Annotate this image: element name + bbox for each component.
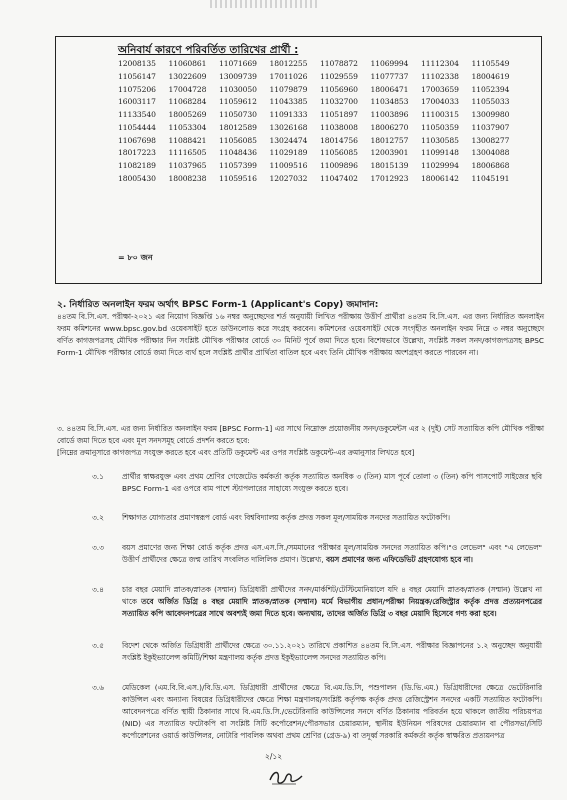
item-3-6: মেডিকেল (এম.বি.বি.এস.)/বি.ডি.এস. ডিগ্রিধারী প্রার্থীদের ক্ষেত্রে বি.এম.ডি.সি, পশুপালন (ডি.ভি.এম.) ডিগ্রিধারীদের ক্ষেত্রে ভেটেরিনারি কাউন্সিল এবং অন্যান্য বিষয়ের ডিগ্রিধারীদের ক্ষেত্রে শিক্ষা মন্ত্রণালয়/সংশ্লিষ্ট কর্তৃপক্ষ কর্তৃক প্রদত্ত রেজিস্ট্রেশন সনদের একটি সত্যায়িত ফটোকপি। আবেদনপত্রে বর্ণিত স্থায়ী ঠিকানার সাথে বি.এম.ডি.সি./ভেটেরিনারি কাউন্সিলের সনদে বর্ণিত ঠিকানায় পরিবর্তন হয়ে থাকলে জাতীয় পরিচয়পত্র (NID) এর সত্যায়িত ফটোকপি বা সংশ্লিষ্ট সিটি কর্পোরেশন/পৌরসভার চেয়ারম্যান, স্থানীয় ইউনিয়ন পরিষদের চেয়ারম্যান বা পৌরসভা/সিটি কর্পোরেশনের ওয়ার্ড কাউন্সিলর, নোটারি পাবলিক অথবা প্রথম শ্রেণির (গ্রেড-৯) বা তদূর্ধ্ব সরকারি কর্মকর্তা কর্তৃক স্বাক্ষরিত প্রত্যয়নপত্র [122, 683, 542, 740]
roll-number: 11029994 [421, 161, 459, 171]
scan-artifact [210, 0, 320, 8]
item-number: ৩.৬ [92, 683, 104, 692]
roll-number: 13004088 [471, 148, 510, 158]
box-title: অনিবার্য কারণে পরিবর্তিত তারিখের প্রার্থী : [118, 44, 299, 56]
roll-number: 11009896 [320, 161, 358, 171]
roll-number: 11056960 [320, 84, 358, 94]
roll-number: 12003901 [370, 148, 409, 158]
roll-number: 13026168 [269, 122, 308, 132]
roll-number: 11052394 [471, 84, 510, 94]
roll-number: 12027032 [269, 174, 308, 184]
changed-date-candidates-box [55, 36, 542, 284]
roll-number: 17003659 [421, 84, 459, 94]
roll-number: 11116505 [168, 148, 207, 158]
roll-number-grid [118, 59, 522, 185]
roll-number: 11043385 [269, 97, 308, 107]
item-3-3 [122, 542, 542, 566]
roll-number: 11055033 [471, 97, 510, 107]
roll-number: 17011026 [269, 71, 308, 81]
page-number: ২/১২ [265, 752, 283, 761]
roll-number: 18012757 [370, 135, 409, 145]
roll-number: 17004728 [168, 84, 207, 94]
roll-number: 18006270 [370, 122, 409, 132]
item-3-4 [122, 584, 542, 620]
roll-number: 16003117 [118, 97, 156, 107]
signature-mark [266, 766, 306, 788]
roll-number: 11060861 [168, 59, 207, 68]
section-3-intro [57, 423, 544, 459]
roll-number: 11047402 [320, 174, 358, 184]
roll-number: 11032700 [320, 97, 358, 107]
roll-number: 11056147 [118, 71, 156, 81]
roll-number: 11077737 [370, 71, 409, 81]
item-3-5: বিদেশ থেকে অর্জিত ডিগ্রিধারী প্রার্থীদের ক্ষেত্রে ৩০.১১.২০২১ তারিখে প্রকাশিত ৪৪তম বি.সি.এস. পরীক্ষার বিজ্ঞাপনের ১.২ অনুচ্ছেদ অনুযায়ী সংশ্লিষ্ট ইকুইভ্যালেন্স কমিটি/শিক্ষা মন্ত্রণালয় কর্তৃক প্রদত্ত ইকুইভ্যালেন্স সনদের সত্যায়িত কপি। [122, 641, 542, 662]
item-3-1: প্রার্থীর স্বাক্ষরযুক্ত এবং প্রথম শ্রেণির গেজেটেড কর্মকর্তা কর্তৃক সত্যায়িত অনধিক ৩ (তিন) মাস পূর্বে তোলা ৩ (তিন) কপি পাসপোর্ট সাইজের ছবি BPSC Form-1 এর ওপরে বাম পাশে স্ট্যাপলারের সাহায্যে সংযুক্ত করতে হবে। [122, 472, 542, 493]
item-number: ৩.২ [92, 513, 104, 522]
roll-number: 11050359 [421, 122, 459, 132]
roll-number: 11037907 [471, 122, 510, 132]
item-number: ৩.১ [92, 472, 104, 481]
roll-number: 13009739 [219, 71, 257, 81]
roll-number: 13008277 [471, 135, 510, 145]
roll-number: 11112304 [421, 59, 459, 68]
roll-number: 11045191 [471, 174, 510, 184]
roll-number: 11067698 [118, 135, 156, 145]
roll-number: 11003896 [370, 110, 409, 120]
roll-number: 13009980 [471, 110, 510, 120]
roll-number: 11059612 [219, 97, 257, 107]
roll-number: 18005430 [118, 174, 156, 184]
roll-number: 13024474 [269, 135, 308, 145]
roll-number: 18017223 [118, 148, 156, 158]
roll-number: 11078872 [320, 59, 358, 68]
section-2-paragraph: ৪৪তম বি.সি.এস. পরীক্ষা-২০২১ এর নিয়োগ বিজ্ঞপ্তি ১৬ নম্বর অনুচ্ছেদের শর্ত অনুযায়ী লিখিত পরীক্ষায় উত্তীর্ণ প্রার্থীরা ৪৪তম বি.সি.এস. এর জন্য নির্ধারিত অনলাইন ফরম কমিশনের www.bpsc.gov.bd ওয়েবসাইট হতে ডাউনলোড করে সংগ্রহ করবেন। কমিশনের ওয়েবসাইট থেকে সংগৃহীত অনলাইন ফরম নিম্নে ৩ নম্বর অনুচ্ছেদে বর্ণিত কাগজপত্রসহ মৌখিক পরীক্ষার দিন সংশ্লিষ্ট মৌখিক পরীক্ষার বোর্ডে ৩০ মিনিট পূর্বে জমা দিতে হবে। বিশেষভাবে উল্লেখ্য, সংশ্লিষ্ট সকল সনদ/কাগজপত্রসহ BPSC Form-1 মৌখিক পরীক্ষার বোর্ডে জমা দিতে ব্যর্থ হলে সংশ্লিষ্ট প্রার্থীর প্রার্থিতা বাতিল হবে এবং তিনি মৌখিক পরীক্ষায় অংশগ্রহণ করতে পারবেন না। [57, 312, 544, 357]
roll-number: 17012923 [370, 174, 409, 184]
roll-number: 11037965 [168, 161, 207, 171]
roll-number: 11133540 [118, 110, 156, 120]
section-2-heading: ২. নির্ধারিত অনলাইন ফরম অর্থাৎ BPSC Form-1 (Applicant's Copy) জমাদান: [57, 300, 379, 310]
roll-number: 18015139 [370, 161, 409, 171]
item-3-3-bold: বয়স প্রমাণের জন্য এফিডেভিট গ্রহণযোগ্য হবে না। [325, 554, 473, 564]
roll-number: 11102338 [421, 71, 459, 81]
roll-number: 11030585 [421, 135, 459, 145]
roll-number: 18008238 [168, 174, 207, 184]
roll-number: 11051897 [320, 110, 358, 120]
roll-number: 11071669 [219, 59, 257, 68]
roll-number: 11091333 [269, 110, 308, 120]
section-3-note: [নিম্নের ক্রমানুসারে কাগজপত্র সংযুক্ত করতে হবে এবং প্রতিটি ডকুমেন্ট এর ওপর সংশ্লিষ্ট ডকুমেন্ট-এর ক্রমানুসার লিখতে হবে] [57, 447, 415, 457]
roll-number: 11105549 [471, 59, 510, 68]
item-number: ৩.৫ [92, 641, 104, 650]
roll-number: 18006868 [471, 161, 510, 171]
roll-number: 11048436 [219, 148, 257, 158]
roll-number: 11075206 [118, 84, 156, 94]
item-3-2: শিক্ষাগত যোগ্যতার প্রমাণস্বরূপ বোর্ড এবং বিশ্ববিদ্যালয় কর্তৃক প্রদত্ত সকল মূল/সাময়িক সনদের সত্যায়িত ফটোকপি। [122, 513, 450, 522]
section-3-intro-text: ৩. ৪৪তম বি.সি.এস. এর জন্য নির্ধারিত অনলাইন ফরম [BPSC Form-1] এর সাথে নিম্নোক্ত প্রয়োজনীয় সনদ/ডকুমেন্টস এর ২ (দুই) সেট সত্যায়িত কপি মৌখিক পরীক্ষা বোর্ডে জমা দিতে হবে এবং মূল সনদসমূহ বোর্ডে প্রদর্শন করতে হবে: [57, 424, 544, 445]
roll-number: 18006471 [370, 84, 409, 94]
roll-number: 11029189 [269, 148, 308, 158]
roll-number: 18004619 [471, 71, 510, 81]
roll-number: 12008135 [118, 59, 156, 68]
roll-number: 18005269 [168, 110, 207, 120]
roll-number: 11056085 [320, 148, 358, 158]
roll-number: 11079879 [269, 84, 308, 94]
roll-number: 18006142 [421, 174, 459, 184]
item-3-4-bold: তবে অর্জিত ডিগ্রি ৪ বছর মেয়াদি স্নাতক/স্নাতক (সম্মান) মর্মে বিভাগীয় প্রধান/পরীক্ষা নিয়ন্ত্রক/রেজিস্ট্রার কর্তৃক প্রদত্ত প্রত্যয়নপত্রের সত্যায়িত কপি আবেদনপত্রের সাথে অবশ্যই জমা দিতে হবে। অন্যথায়, তাদের অর্জিত ডিগ্রি ৩ বছর মেয়াদি হিসেবে গণ্য করা হবে। [122, 596, 542, 618]
roll-number: 11068284 [168, 97, 207, 107]
roll-number: 11030050 [219, 84, 257, 94]
roll-number: 18012255 [269, 59, 308, 68]
item-number: ৩.৩ [92, 543, 104, 552]
roll-number: 11059516 [219, 174, 257, 184]
roll-number: 11069994 [370, 59, 409, 68]
roll-number: 11034853 [370, 97, 409, 107]
item-3-3-text: বয়স প্রমাণের জন্য শিক্ষা বোর্ড কর্তৃক প্রদত্ত এস.এস.সি./সমমানের পরীক্ষার মূল/সাময়িক সনদের সত্যায়িত কপি।"ও লেভেল" এবং "এ লেভেল" উত্তীর্ণ প্রার্থীদের ক্ষেত্রে জন্ম তারিখ সংবলিত দালিলিক প্রমাণ। উল্লেখ্য, [122, 543, 542, 564]
roll-number: 13022609 [168, 71, 207, 81]
roll-number: 18014756 [320, 135, 358, 145]
roll-number: 11009516 [269, 161, 308, 171]
roll-number: 11054444 [118, 122, 156, 132]
roll-number: 11057399 [219, 161, 257, 171]
roll-number: 11100315 [421, 110, 459, 120]
roll-number: 11056085 [219, 135, 257, 145]
item-number: ৩.৪ [92, 585, 104, 594]
roll-number: 11029559 [320, 71, 358, 81]
candidate-total: = ৮০ জন [118, 253, 153, 262]
roll-number: 11082189 [118, 161, 156, 171]
roll-number: 18012589 [219, 122, 257, 132]
roll-number: 11038008 [320, 122, 358, 132]
roll-number: 11099148 [421, 148, 459, 158]
roll-number: 11053304 [168, 122, 207, 132]
roll-number: 11088421 [168, 135, 207, 145]
roll-number: 11050730 [219, 110, 257, 120]
roll-number: 17004033 [421, 97, 459, 107]
item-3-4-text: চার বছর মেয়াদি স্নাতক/স্নাতক (সম্মান) ডিগ্রিধারী প্রার্থীদের সনদ/মার্কশিট/টেস্টিমোনিয়ালে যদি ৪ বছর মেয়াদি স্নাতক/স্নাতক (সম্মান) উল্লেখ না থাকে [122, 585, 542, 606]
